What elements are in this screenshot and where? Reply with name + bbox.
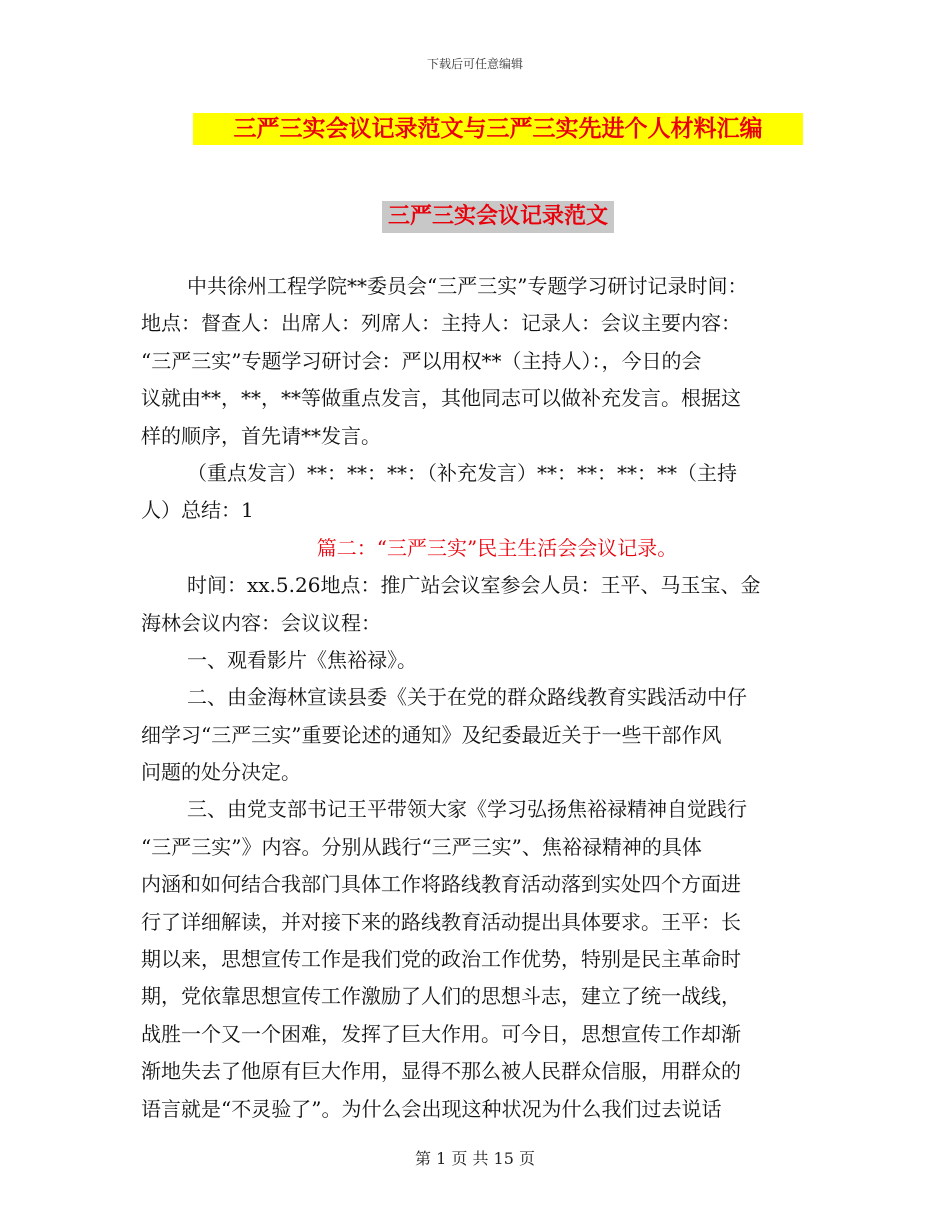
paragraph-line: “三严三实”》内容。分别从践行“三严三实”、焦裕禄精神的具体: [141, 834, 702, 859]
paragraph-line: 二、由金海林宣读县委《关于在党的群众路线教育实践活动中仔: [187, 685, 747, 710]
section-title: 三严三实会议记录范文: [382, 201, 614, 233]
paragraph-line: 中共徐州工程学院**委员会“三严三实”专题学习研讨记录时间：: [187, 274, 748, 298]
paragraph-line: 行了详细解读，并对接下来的路线教育活动提出具体要求。王平：长: [141, 909, 741, 934]
document-body: [141, 268, 813, 1128]
paragraph-line: 时间：xx.5.26地点：推广站会议室参会人员：王平、马玉宝、金: [187, 573, 761, 598]
paragraph-line: “三严三实”专题学习研讨会：严以用权**（主持人）：，今日的会: [141, 348, 702, 373]
paragraph-line: 人）总结：1: [141, 498, 254, 523]
paragraph-line: 问题的处分决定。: [141, 760, 301, 785]
paragraph-line: 一、观看影片《焦裕禄》。: [187, 647, 417, 672]
paragraph-line: 海林会议内容：会议议程：: [141, 610, 381, 635]
document-main-title: 三严三实会议记录范文与三严三实先进个人材料汇编: [193, 113, 803, 145]
paragraph-line: 语言就是“不灵验了”。为什么会出现这种状况为什么我们过去说话: [141, 1096, 722, 1121]
paragraph-line: 三、由党支部书记王平带领大家《学习弘扬焦裕禄精神自觉践行: [187, 797, 747, 822]
paragraph-line: 战胜一个又一个困难，发挥了巨大作用。可今日，思想宣传工作却渐: [141, 1021, 741, 1046]
paragraph-line: 细学习“三严三实”重要论述的通知》及纪委最近关于一些干部作风: [141, 722, 722, 747]
page-footer: 第 1 页 共 15 页: [415, 1149, 535, 1168]
paragraph-line: 渐地失去了他原有巨大作用，显得不那么被人民群众信服，用群众的: [141, 1059, 741, 1084]
paragraph-line: 内涵和如何结合我部门具体工作将路线教育活动落到实处四个方面进: [141, 872, 741, 897]
paragraph-line: 地点：督查人：出席人：列席人：主持人：记录人：会议主要内容：: [141, 311, 741, 336]
paragraph-line: （重点发言）**：**：**：（补充发言）**：**：**：**（主持: [187, 460, 737, 485]
page-header-note: 下载后可任意编辑: [426, 57, 523, 71]
paragraph-line: 期，党依靠思想宣传工作激励了人们的思想斗志，建立了统一战线，: [141, 984, 741, 1009]
section-heading-red: 篇二：“三严三实”民主生活会会议记录。: [316, 535, 678, 560]
paragraph-line: 样的顺序，首先请**发言。: [141, 423, 381, 448]
paragraph-line: 议就由**，**，**等做重点发言，其他同志可以做补充发言。根据这: [141, 386, 741, 411]
paragraph-line: 期以来，思想宣传工作是我们党的政治工作优势，特别是民主革命时: [141, 947, 741, 972]
